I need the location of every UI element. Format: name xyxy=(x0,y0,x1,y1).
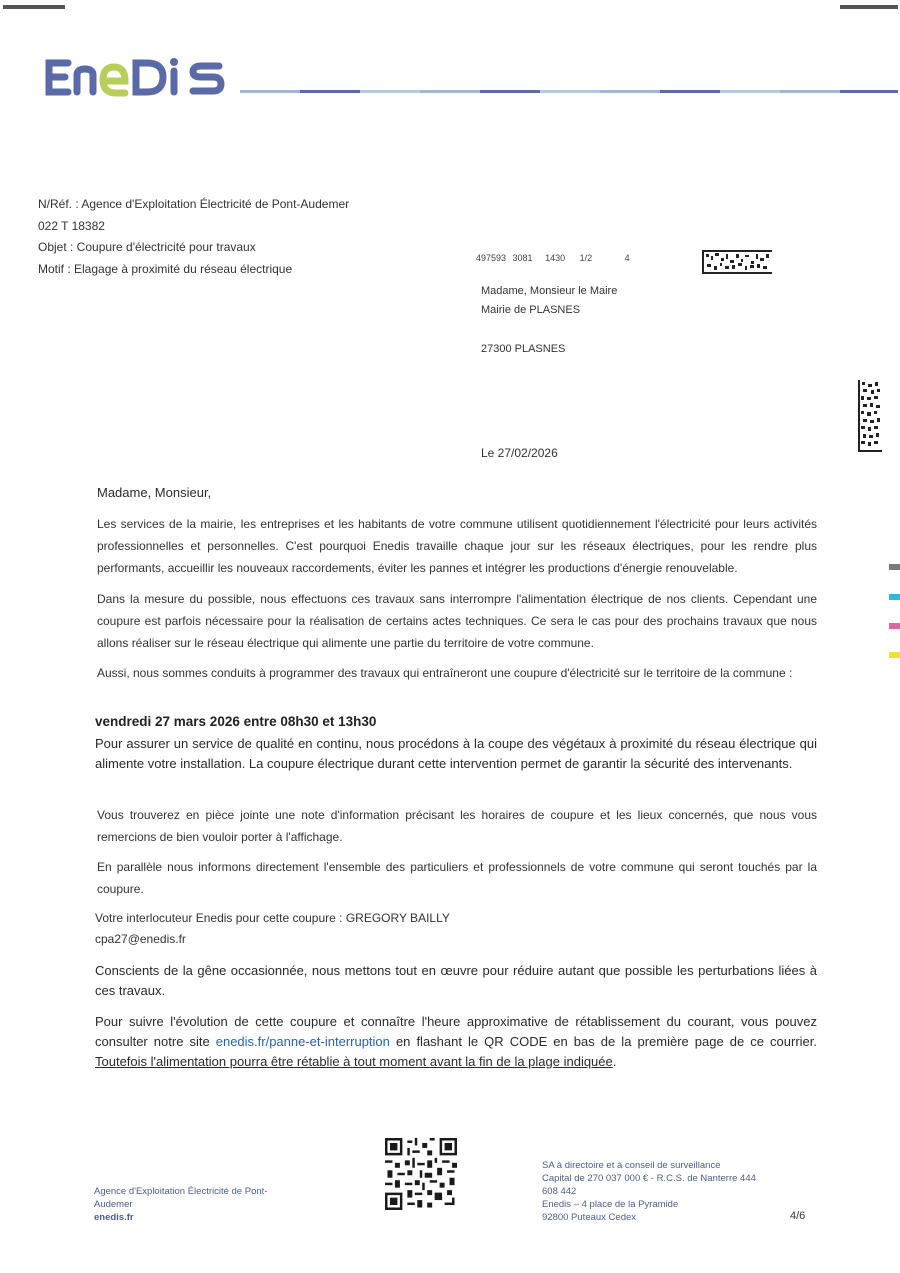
paragraph-6: En parallèle nous informons directement l'ensemble des particuliers et professionnels de votre commune qui seront touchés par la coupure. xyxy=(97,860,817,896)
recipient-line1: Madame, Monsieur le Maire xyxy=(481,285,618,297)
mail-code-3: 1/2 xyxy=(579,253,593,263)
footer-legal-line4: Enedis – 4 place de la Pyramide xyxy=(542,1199,679,1210)
footer-legal-line1: SA à directoire et à conseil de surveillance xyxy=(542,1160,721,1171)
paragraph-8 xyxy=(95,1012,817,1072)
contact-line: Votre interlocuteur Enedis pour cette coupure : GREGORY BAILLY xyxy=(95,911,450,925)
paragraph-2: Dans la mesure du possible, nous effectuons ces travaux sans interrompre l'alimentation électrique de nos clients. Cependant une coupure est parfois nécessaire pour la réalisation de certains actes techniques. Ce sera le cas pour des prochains travaux que nous allons réaliser sur le réseau électrique qui alimente une partie du territoire de votre commune. xyxy=(97,592,817,650)
footer-legal-line5: 92800 Puteaux Cedex xyxy=(542,1212,637,1223)
footer-agency-line2: Audemer xyxy=(94,1199,133,1210)
salutation: Madame, Monsieur, xyxy=(97,485,212,500)
outage-info-link[interactable]: enedis.fr/panne-et-interruption xyxy=(215,1034,390,1049)
paragraph-4: Pour assurer un service de qualité en continu, nous procédons à la coupe des végétaux à proximité du réseau électrique qui alimente votre installation. La coupure électrique durant cette intervention permet de garantir la sécurité des intervenants. xyxy=(95,736,817,771)
color-mark-cyan xyxy=(889,594,900,600)
color-mark-grey xyxy=(889,564,900,570)
scan-mark-left xyxy=(3,5,65,9)
paragraph-5: Vous trouverez en pièce jointe une note d'information précisant les horaires de coupure et les lieux concernés, que nous vous remercions de bien vouloir porter à l'affichage. xyxy=(97,808,817,844)
footer-site[interactable]: enedis.fr xyxy=(94,1212,134,1223)
mail-code-4: 4 xyxy=(624,253,630,263)
recipient-line3: 27300 PLASNES xyxy=(481,343,566,355)
reference-number: 022 T 18382 xyxy=(38,219,105,233)
paragraph-8-text-a: Pour suivre l'évolution de cette coupure et connaître l'heure approximative de rétablissement du courant, vous pouvez consulter notre site xyxy=(95,1014,817,1049)
page-number: 4/6 xyxy=(790,1210,806,1222)
recipient-line2: Mairie de PLASNES xyxy=(481,304,581,316)
outage-date: vendredi 27 mars 2026 entre 08h30 et 13h30 xyxy=(95,714,377,729)
mail-code-2: 1430 xyxy=(545,253,566,263)
footer-legal-line3: 608 442 xyxy=(542,1186,577,1197)
footer-left xyxy=(94,1185,294,1224)
color-mark-magenta xyxy=(889,623,900,629)
mail-code-line xyxy=(476,253,630,263)
footer-legal-line2: Capital de 270 037 000 € - R.C.S. de Nanterre 444 xyxy=(542,1173,756,1184)
enedis-logo xyxy=(43,55,233,100)
scan-mark-right xyxy=(840,5,898,9)
paragraph-7: Conscients de la gêne occasionnée, nous mettons tout en œuvre pour réduire autant que possible les perturbations liées à ces travaux. xyxy=(95,963,817,998)
side-datamatrix xyxy=(858,380,882,452)
paragraph-3: Aussi, nous sommes conduits à programmer des travaux qui entraîneront une coupure d'électricité sur le territoire de la commune : xyxy=(97,666,793,680)
qr-code[interactable] xyxy=(385,1138,457,1210)
paragraph-1: Les services de la mairie, les entreprises et les habitants de votre commune utilisent quotidiennement l'électricité pour leurs activités professionnelles et personnelles. C'est pourquoi Enedis travaille chaque jour sur les réseaux électriques, pour les rendre plus performants, accueillir les nouveaux raccordements, éviter les pannes et intégrer les productions d'énergie renouvelable. xyxy=(97,517,817,575)
postal-barcode xyxy=(702,250,772,274)
footer-agency-line1: Agence d'Exploitation Électricité de Pont- xyxy=(94,1186,268,1197)
mail-code-1: 497593 3081 xyxy=(476,253,533,263)
paragraph-8-end: . xyxy=(612,1054,617,1069)
reference-nref: N/Réf. : Agence d'Exploitation Électricité de Pont-Audemer xyxy=(38,197,350,211)
paragraph-8-text-b: en flashant le QR CODE en bas de la première page de ce courrier. xyxy=(389,1034,817,1049)
header-rule xyxy=(240,90,898,93)
letter-date: Le 27/02/2026 xyxy=(481,446,558,460)
paragraph-8-underlined: Toutefois l'alimentation pourra être rétablie à tout moment avant la fin de la plage indiquée xyxy=(95,1054,613,1069)
reference-objet: Objet : Coupure d'électricité pour travaux xyxy=(38,240,256,254)
color-mark-yellow xyxy=(889,652,900,658)
footer-right xyxy=(542,1159,782,1224)
reference-motif: Motif : Elagage à proximité du réseau électrique xyxy=(38,262,293,276)
contact-email: cpa27@enedis.fr xyxy=(95,932,186,946)
